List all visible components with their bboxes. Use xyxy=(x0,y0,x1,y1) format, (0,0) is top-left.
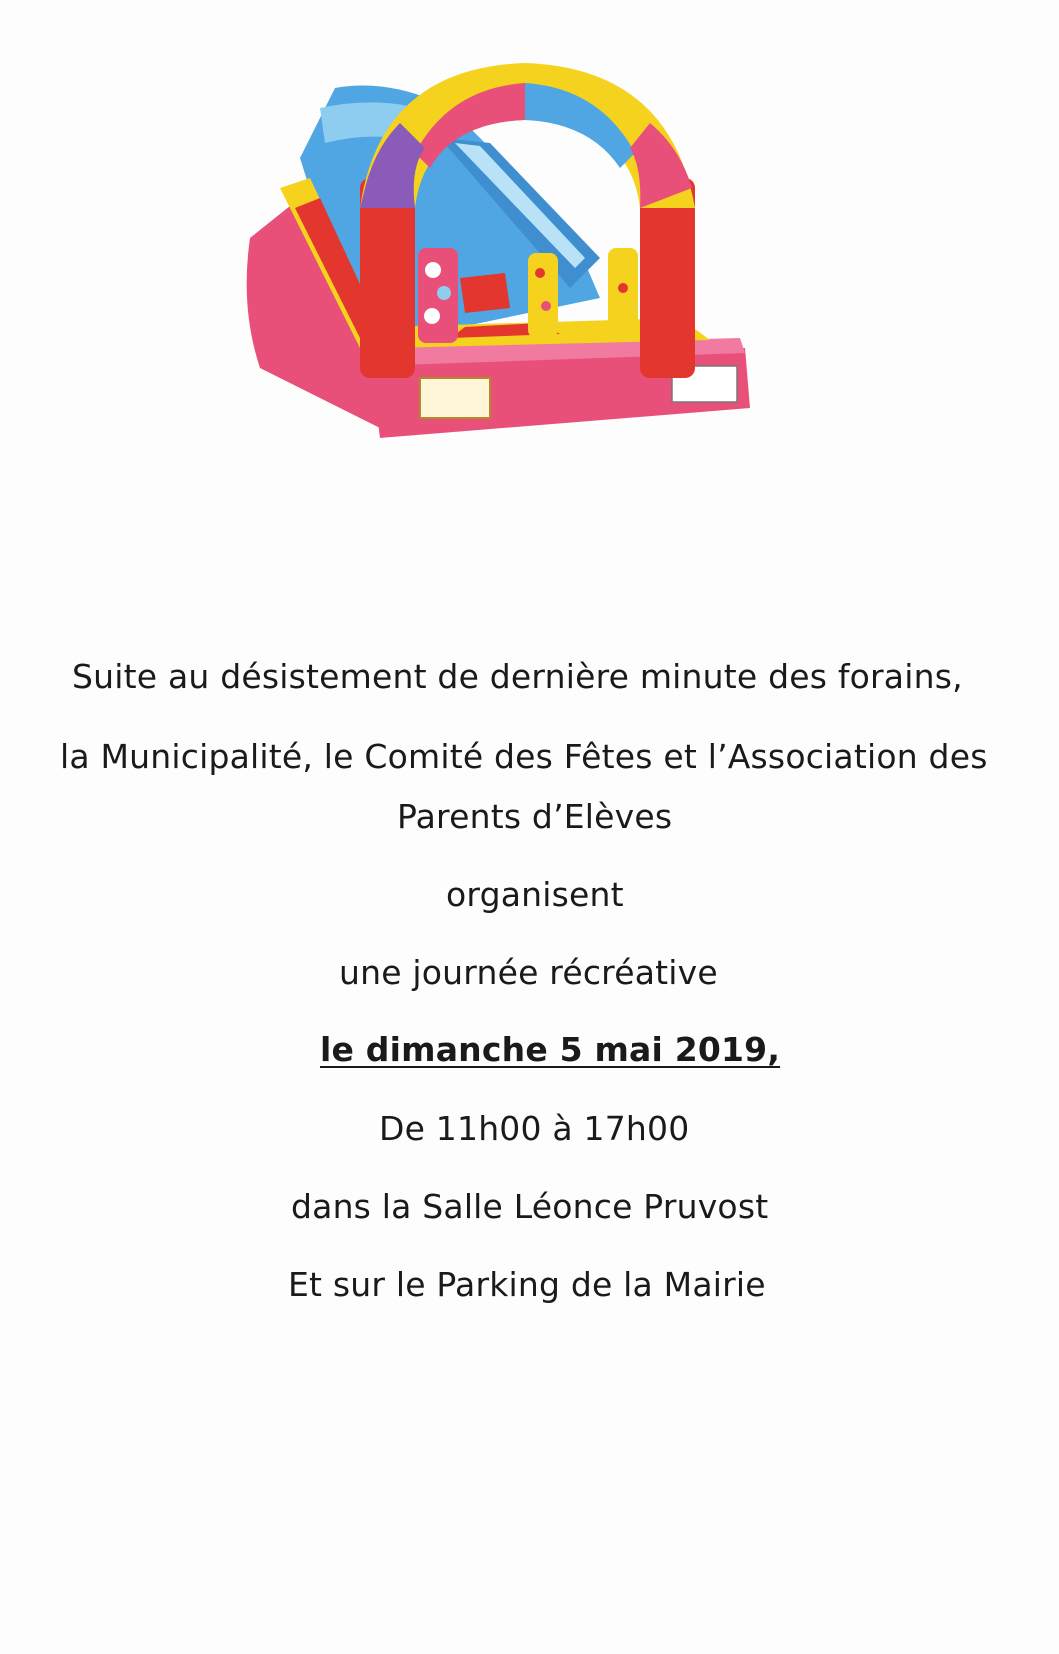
bouncy-castle-slide-icon xyxy=(240,48,770,448)
event-date: le dimanche 5 mai 2019, xyxy=(320,1030,781,1069)
announcement-line-1: Suite au désistement de dernière minute des forains, xyxy=(72,657,963,696)
announcement-line-5: une journée récréative xyxy=(339,953,718,992)
announcement-line-2: la Municipalité, le Comité des Fêtes et l’Association des xyxy=(60,737,988,776)
event-place-2: Et sur le Parking de la Mairie xyxy=(288,1265,766,1304)
event-place-1: dans la Salle Léonce Pruvost xyxy=(291,1187,769,1226)
announcement-line-3: Parents d’Elèves xyxy=(397,797,673,836)
event-time: De 11h00 à 17h00 xyxy=(379,1109,690,1148)
announcement-line-4: organisent xyxy=(446,875,624,914)
